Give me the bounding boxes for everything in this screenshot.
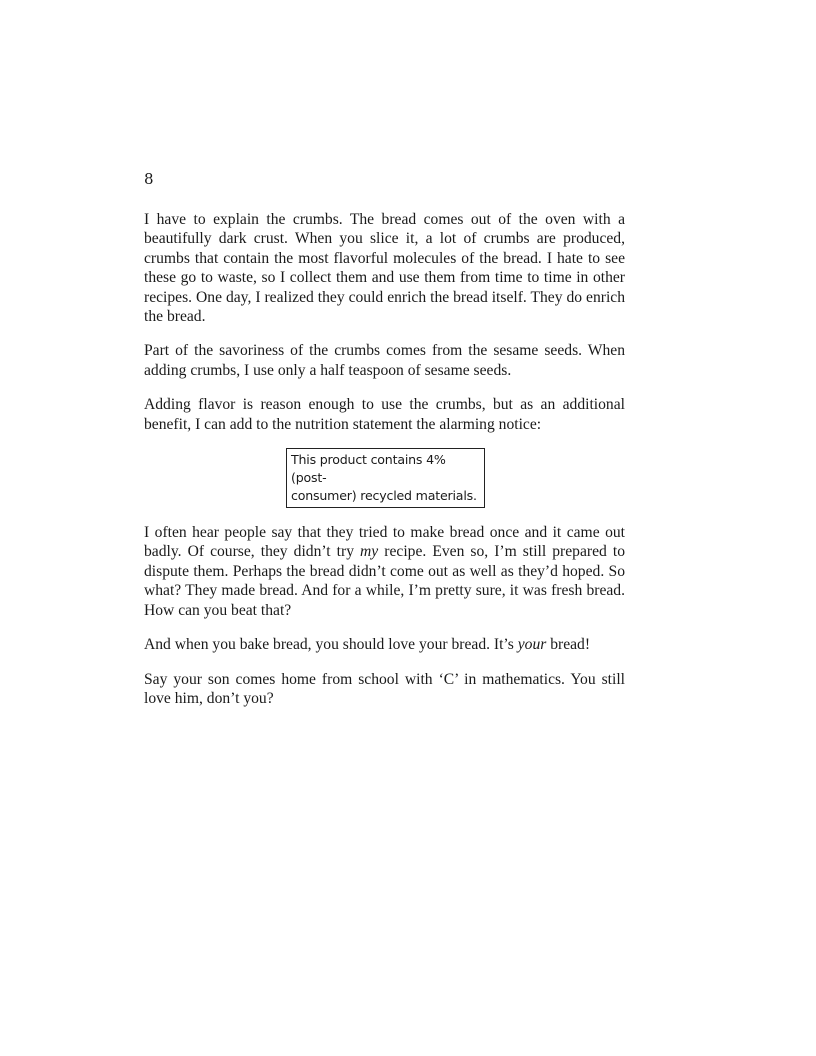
emphasis-your: your xyxy=(517,636,547,654)
paragraph-love-bread xyxy=(144,635,625,654)
notice-line-2: consumer) recycled materials. xyxy=(291,488,477,504)
paragraph-bread-once xyxy=(144,523,625,620)
paragraph-bread-once-start: I often hear people say that they tried to make bread once and it came out badly. Of course, they didn’t try xyxy=(144,524,625,561)
page-number: 8 xyxy=(144,170,154,188)
paragraph-love-bread-end: bread! xyxy=(546,636,591,654)
notice-container xyxy=(144,448,625,508)
paragraph-son-mathematics: Say your son comes home from school with ‘C’ in mathematics. You still love him, don’t you? xyxy=(144,670,625,707)
emphasis-my: my xyxy=(360,543,379,561)
paragraph-love-bread-start: And when you bake bread, you should love your bread. It’s xyxy=(144,636,518,654)
paragraph-bread-once-end: recipe. Even so, I’m still prepared to dispute them. Perhaps the bread didn’t come out as well as they’d hoped. So what? They made bread. And for a while, I’m pretty sure, it was fresh bread. How can you beat that? xyxy=(144,543,625,619)
paragraph-sesame-seeds: Part of the savoriness of the crumbs comes from the sesame seeds. When adding crumbs, I use only a half teaspoon of sesame seeds. xyxy=(144,342,625,379)
recycled-notice-box xyxy=(286,448,485,508)
paragraph-crumbs-explanation: I have to explain the crumbs. The bread comes out of the oven with a beautifully dark crust. When you slice it, a lot of crumbs are produced, crumbs that contain the most flavorful molecules of the bread. I hate to see these go to waste, so I collect them and use them from time to time in other recipes. One day, I realized they could enrich the bread itself. They do enrich the bread. xyxy=(144,211,625,326)
notice-line-1: This product contains 4% (post- xyxy=(291,452,446,486)
body-text xyxy=(144,210,625,723)
paragraph-nutrition-statement: Adding flavor is reason enough to use the crumbs, but as an additional benefit, I can add to the nutrition statement the alarming notice: xyxy=(144,396,625,433)
